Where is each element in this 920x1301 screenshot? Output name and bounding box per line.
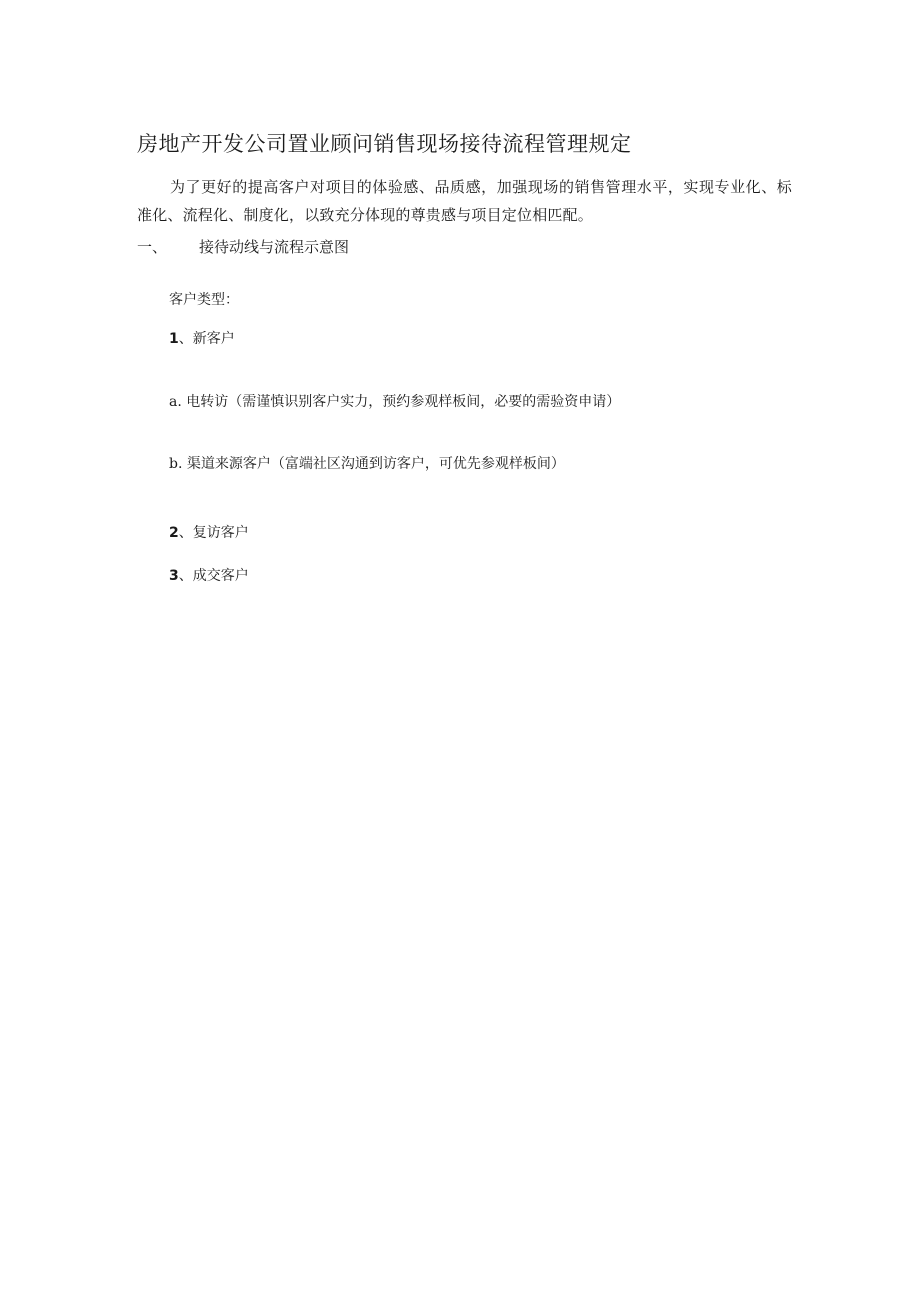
list-item-number: 1 <box>169 331 179 347</box>
list-item-separator: 、 <box>178 568 193 584</box>
list-item-label: 新客户 <box>192 331 235 347</box>
section-number: 一、 <box>137 238 168 256</box>
list-item-separator: 、 <box>178 331 193 347</box>
document-title: 房地产开发公司置业顾问销售现场接待流程管理规定 <box>137 132 632 156</box>
intro-paragraph: 为了更好的提高客户对项目的体验感、品质感，加强现场的销售管理水平，实现专业化、标准化、流程化、制度化，以致充分体现的尊贵感与项目定位相匹配。 <box>137 178 792 224</box>
list-item-number: 2 <box>169 525 179 541</box>
list-item-label: 复访客户 <box>192 525 249 541</box>
sub-item-phone-visit: a. 电转访（需谨慎识别客户实力，预约参观样板间，必要的需验资申请） <box>169 394 621 410</box>
list-item-number: 3 <box>169 568 179 584</box>
list-item-separator: 、 <box>178 525 193 541</box>
list-item-closed-customer <box>169 565 249 585</box>
customer-types-label: 客户类型： <box>169 292 239 308</box>
list-item-label: 成交客户 <box>192 568 249 584</box>
list-item-new-customer <box>169 328 235 348</box>
sub-item-channel-customer: b. 渠道来源客户（富端社区沟通到访客户，可优先参观样板间） <box>169 456 565 472</box>
list-item-return-customer <box>169 522 249 542</box>
section-title: 接待动线与流程示意图 <box>199 238 350 256</box>
section-heading-1 <box>137 236 349 257</box>
